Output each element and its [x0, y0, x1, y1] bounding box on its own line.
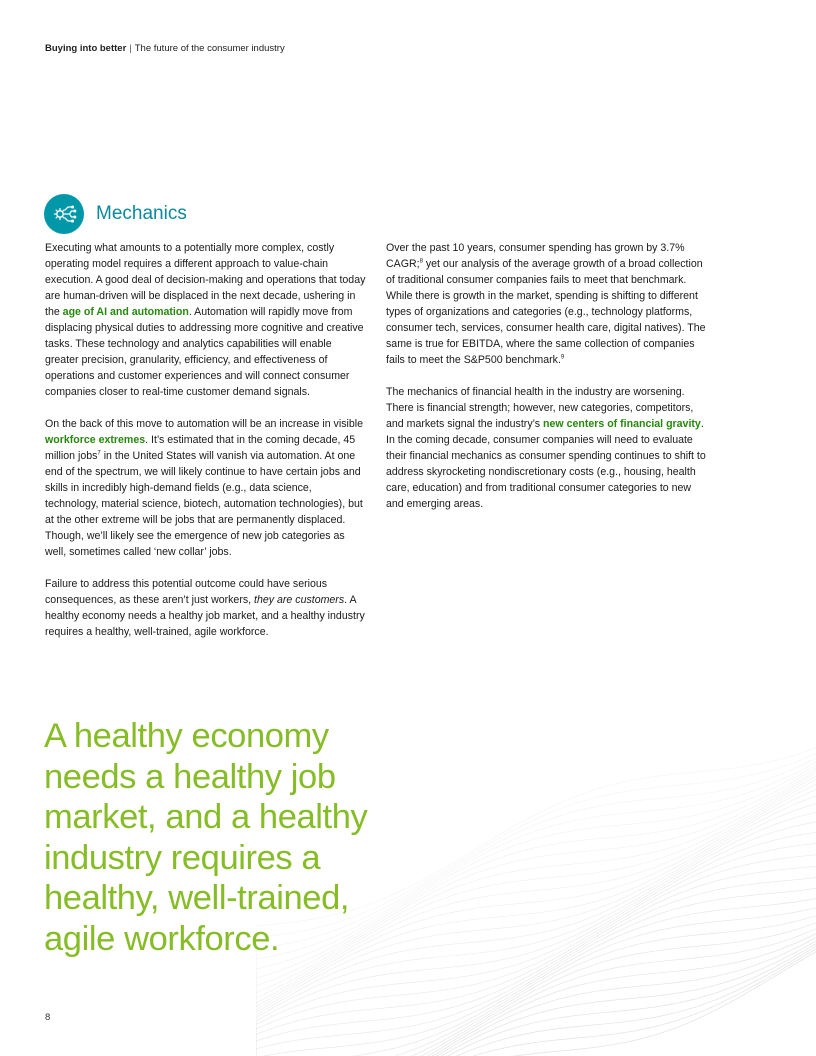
paragraph: Failure to address this potential outcome could have serious consequences, as these aren’t just workers, they are customers. A healthy economy needs a healthy job market, and a healthy industry requires a healthy, well-trained, agile workforce. [45, 578, 365, 638]
right-column [386, 240, 708, 528]
header-subtitle: The future of the consumer industry [134, 43, 285, 54]
running-header [45, 43, 285, 54]
left-column [45, 240, 367, 656]
page-number: 8 [45, 1012, 51, 1023]
footnote-ref: 9 [560, 354, 565, 361]
paragraph: Over the past 10 years, consumer spending has grown by 3.7% CAGR;$^8$ yet our analysis of the average growth of a broad collection of traditional consumer companies fails to meet that benchmark. While there is growth in the market, spending is shifting to different types of organizations and categories (e.g., technology platforms, consumer tech, services, consumer health care, digital natives). The same is true for EBITDA, where the same collection of companies fails to meet the S&P500 benchmark.$^9$ [386, 242, 706, 366]
footnote-ref: 7 [97, 450, 101, 457]
paragraph: Executing what amounts to a potentially more complex, costly operating model requires a different approach to value-chain execution. A good deal of decision-making and operations that today are human-driven will be displaced in the next decade, ushering in the age of AI and automation. Automation will rapidly move from displacing physical duties to addressing more cognitive and creative tasks. These technology and analytics capabilities will enable greater precision, granularity, efficiency, and effectiveness of operations and customer experiences and will connect consumer companies closer to real-time customer demand signals. [45, 242, 366, 398]
highlight-link[interactable]: new centers of financial gravity [543, 418, 701, 430]
section-heading [44, 187, 187, 241]
section-title: Mechanics [96, 202, 187, 224]
paragraph: The mechanics of financial health in the industry are worsening. There is financial strength; however, new categories, competitors, and markets signal the industry’s new centers of financial gravity. In the coming decade, consumer companies will need to evaluate their financial mechanics as consumer spending continues to shift to address skyrocketing nondiscretionary costs (e.g., housing, health care, education) and from traditional consumer categories to new and emerging areas. [386, 386, 706, 510]
footnote-ref: 8 [419, 258, 423, 265]
header-title: Buying into better [45, 43, 127, 54]
header-separator: | [129, 43, 132, 54]
highlight-link[interactable]: workforce extremes [45, 434, 146, 446]
wave-line [256, 952, 816, 1056]
pull-quote: A healthy economy needs a healthy job market, and a healthy industry requires a healthy, well-trained, agile workforce. [44, 717, 368, 958]
paragraph: On the back of this move to automation will be an increase in visible workforce extremes. It’s estimated that in the coming decade, 45 million jobs$^7$ in the United States will vanish via automation. At one end of the spectrum, we will likely continue to have certain jobs and skills in incredibly high-demand fields (e.g., data science, technology, material science, biotech, automation technologies), but at the other extreme will be jobs that are permanently displaced. Though, we’ll likely see the emergence of new job categories as well, sometimes called ‘new collar’ jobs. [45, 418, 363, 558]
gear-circuit-icon [44, 194, 84, 234]
highlight-link[interactable]: age of AI and automation [62, 306, 189, 318]
